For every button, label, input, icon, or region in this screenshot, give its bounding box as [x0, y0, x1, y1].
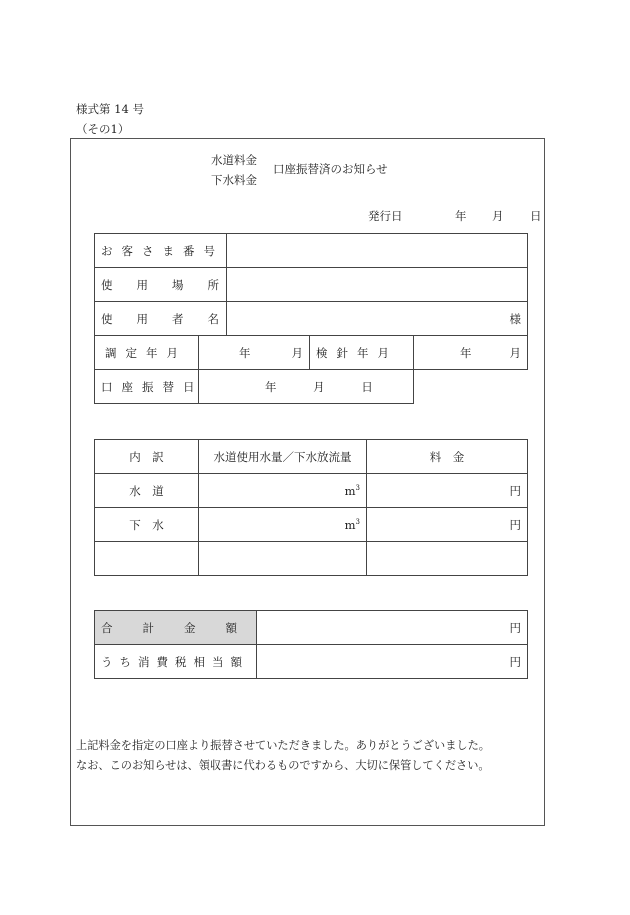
- header-volume: 水道使用水量／下水放流量: [199, 440, 367, 474]
- header-fee: 料 金: [367, 440, 528, 474]
- billing-month-label: 調定年月: [95, 336, 199, 370]
- table-row: [95, 370, 528, 404]
- table-row: [95, 440, 528, 474]
- sewer-item-label: 下 水: [95, 508, 199, 542]
- tax-yen: 円: [509, 654, 521, 669]
- form-number: 様式第 14 号: [76, 102, 144, 116]
- water-fee-title: 水道料金: [211, 153, 257, 167]
- transfer-year-text: 年: [265, 379, 277, 394]
- form-sub-number: （その1）: [76, 122, 130, 136]
- transfer-date-value: [199, 370, 414, 404]
- water-volume-value: [199, 474, 367, 508]
- sewer-volume-value: [199, 508, 367, 542]
- tax-amount-value: [257, 645, 528, 679]
- table-row: [95, 268, 528, 302]
- empty-cell: [199, 542, 367, 576]
- transfer-month-text: 月: [313, 379, 325, 394]
- issue-year: 年: [455, 209, 467, 223]
- table-row: [95, 234, 528, 268]
- honorific-text: 様: [509, 311, 522, 326]
- usage-place-value: [227, 268, 528, 302]
- water-unit: m: [344, 483, 356, 498]
- meter-month-text: 月: [509, 345, 522, 360]
- usage-place-label: 使用場所: [95, 268, 227, 302]
- table-row: [95, 474, 528, 508]
- billing-month-value: [199, 336, 310, 370]
- sewer-fee-value: [367, 508, 528, 542]
- tax-amount-label: うち消費税相当額: [95, 645, 257, 679]
- meter-month-label: 検針年月: [310, 336, 414, 370]
- total-table: [94, 610, 528, 679]
- notice-title: 口座振替済のお知らせ: [273, 162, 388, 176]
- sewer-unit: m: [344, 517, 356, 532]
- water-unit-sup: 3: [355, 483, 360, 492]
- empty-cell: [95, 542, 199, 576]
- billing-year-text: 年: [239, 345, 251, 360]
- table-row: [95, 508, 528, 542]
- user-name-value: [227, 302, 528, 336]
- transfer-day-text: 日: [361, 379, 373, 394]
- sewer-unit-sup: 3: [355, 517, 360, 526]
- message-line-2: なお、このお知らせは、領収書に代わるものですから、大切に保管してください。: [76, 759, 490, 772]
- table-row: [95, 645, 528, 679]
- issue-day: 日: [530, 209, 542, 223]
- meter-month-value: [414, 336, 528, 370]
- sewer-fee-title: 下水料金: [211, 173, 257, 187]
- total-amount-value: [257, 611, 528, 645]
- table-row: [95, 302, 528, 336]
- water-yen: 円: [509, 483, 521, 498]
- table-row: [95, 611, 528, 645]
- water-fee-value: [367, 474, 528, 508]
- header-item: 内 訳: [95, 440, 199, 474]
- empty-cell: [367, 542, 528, 576]
- water-item-label: 水 道: [95, 474, 199, 508]
- customer-number-value: [227, 234, 528, 268]
- transfer-date-label: 口座振替日: [95, 370, 199, 404]
- issue-month: 月: [492, 209, 504, 223]
- table-row: [95, 542, 528, 576]
- customer-info-table: [94, 233, 528, 404]
- user-name-label: 使用者名: [95, 302, 227, 336]
- meter-year-text: 年: [460, 345, 472, 360]
- total-amount-label: 合計金額: [95, 611, 257, 645]
- message-line-1: 上記料金を指定の口座より振替させていただきました。ありがとうございました。: [76, 739, 490, 752]
- empty-cell: [414, 370, 528, 404]
- total-yen: 円: [509, 620, 521, 635]
- sewer-yen: 円: [509, 517, 521, 532]
- billing-month-text: 月: [291, 345, 303, 360]
- detail-table: [94, 439, 528, 576]
- customer-number-label: お客さま番号: [95, 234, 227, 268]
- issue-date-label: 発行日: [368, 209, 403, 223]
- table-row: [95, 336, 528, 370]
